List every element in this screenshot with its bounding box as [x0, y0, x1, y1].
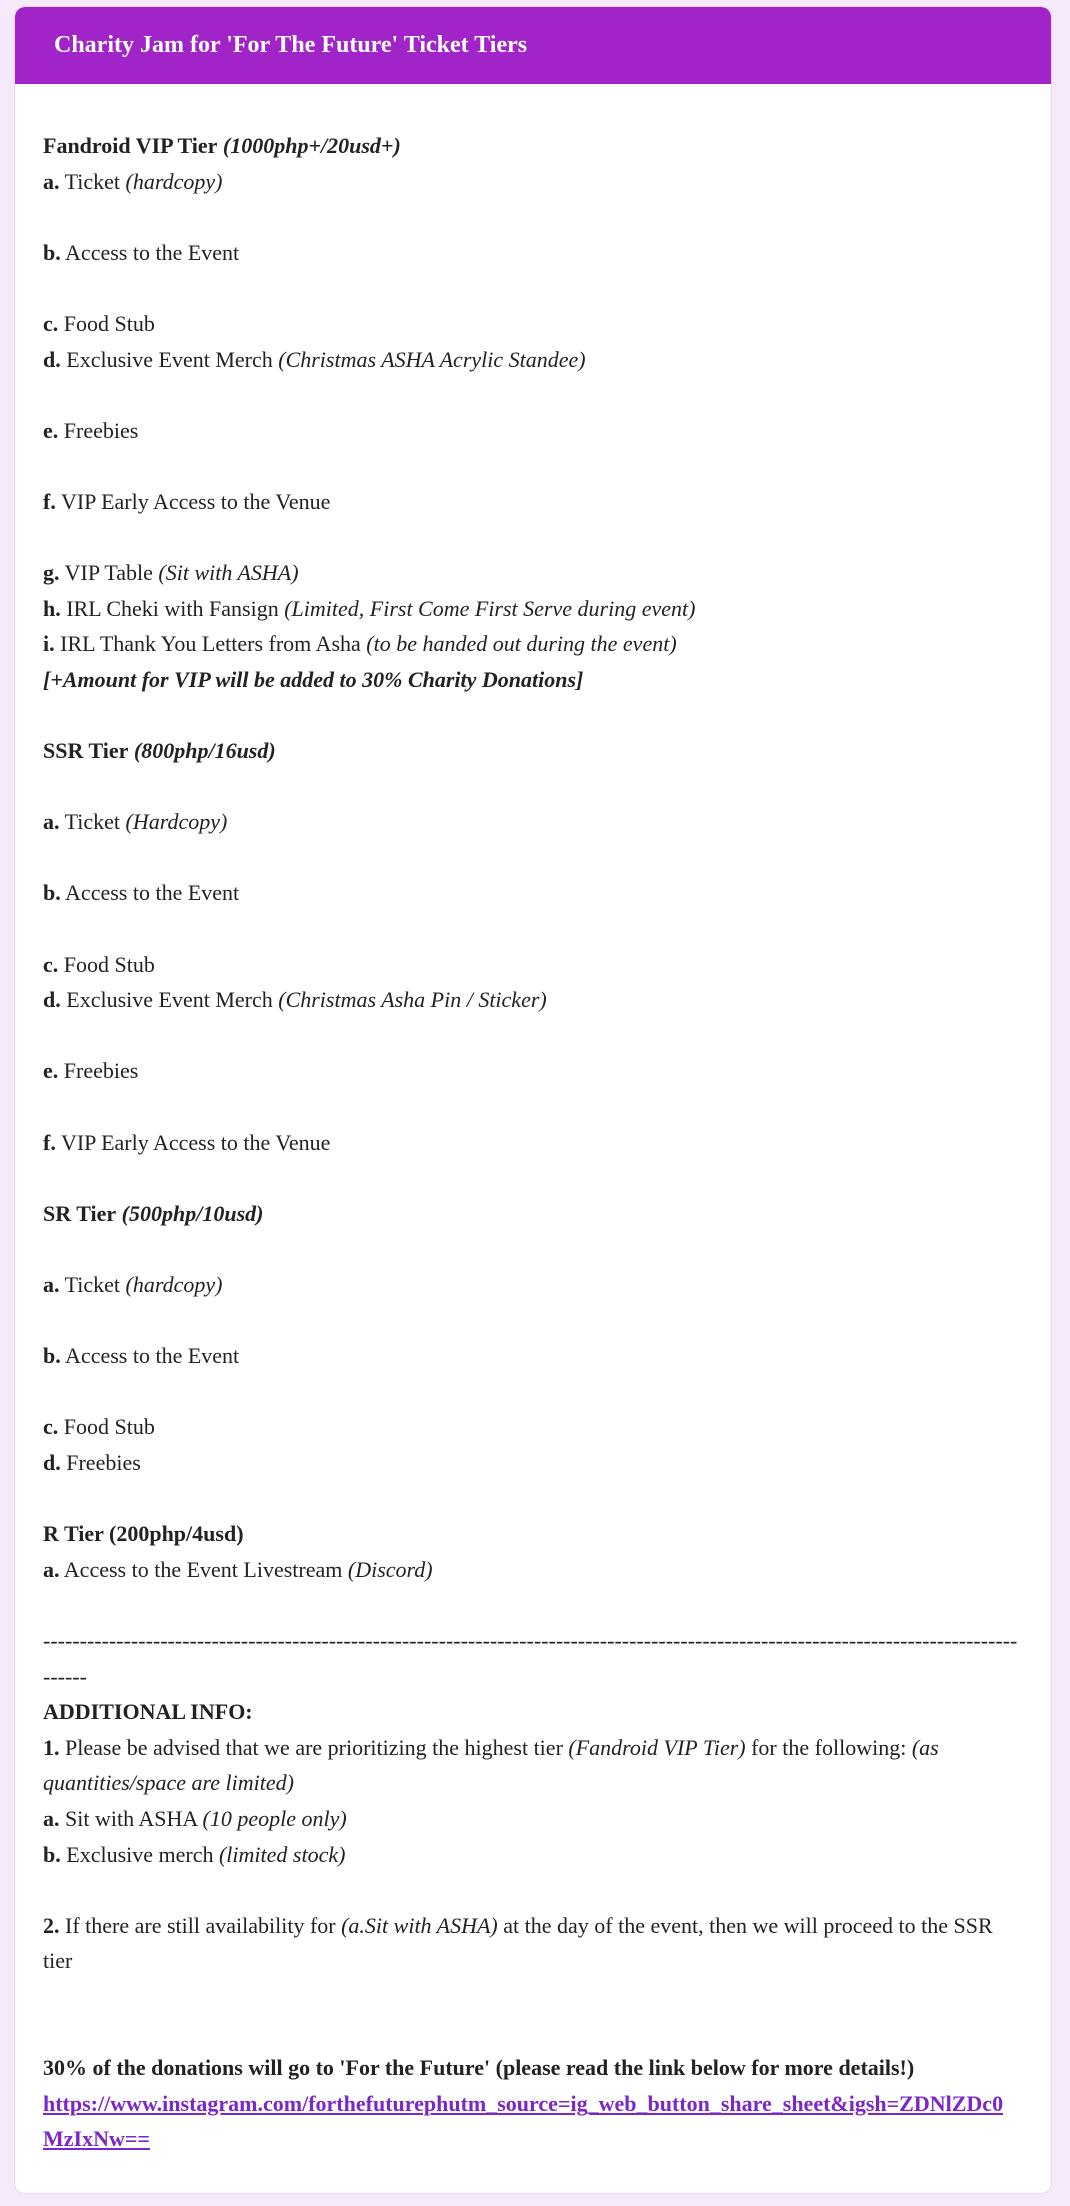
donation-footer: 30% of the donations will go to 'For the Future' (please read the link below for more details!) https://www.instagram.com/forthefuturephutm_source=ig_web_button_share_sheet&igsh=ZDNlZDc0MzIxNw== — [43, 2055, 1004, 2152]
tier-card — [15, 7, 1051, 2193]
list-item: a. Sit with ASHA (10 people only) — [43, 1805, 347, 1831]
ssr-tier-name: SSR Tier — [43, 738, 129, 764]
sr-tier-heading — [43, 1196, 1023, 1232]
list-item: c. Food Stub — [43, 951, 155, 977]
vip-tier-price: (1000php+/20usd+) — [222, 133, 401, 158]
list-item: f. VIP Early Access to the Venue — [43, 1129, 331, 1155]
r-tier-heading: R Tier (200php/4usd) — [43, 1521, 244, 1547]
list-item: a. Access to the Event Livestream (Discord) — [43, 1556, 433, 1582]
list-item: d. Freebies — [43, 1449, 141, 1475]
list-item: f. VIP Early Access to the Venue — [43, 488, 331, 514]
additional-info-heading: ADDITIONAL INFO: — [43, 1699, 253, 1725]
list-item: d. Exclusive Event Merch (Christmas Asha Pin / Sticker) — [43, 987, 547, 1013]
list-item: a. Ticket (hardcopy) — [43, 1272, 223, 1297]
list-item: b. Exclusive merch (limited stock) — [43, 1841, 346, 1867]
card-content — [15, 84, 1051, 2157]
list-item: c. Food Stub — [43, 310, 155, 336]
list-item: i. IRL Thank You Letters from Asha (to be handed out during the event) — [43, 631, 677, 657]
list-item: d. Exclusive Event Merch (Christmas ASHA Acrylic Standee) — [43, 346, 586, 372]
list-item: b. Access to the Event — [43, 880, 240, 906]
list-item: e. Freebies — [43, 1058, 139, 1084]
list-item: a. Ticket (Hardcopy) — [43, 809, 228, 835]
list-item: e. Freebies — [43, 417, 139, 443]
list-item: g. VIP Table (Sit with ASHA) — [43, 560, 299, 586]
page-title: Charity Jam for 'For The Future' Ticket Tiers — [54, 32, 528, 58]
sr-tier-name: SR Tier — [43, 1200, 117, 1226]
additional-point-1: 1. Please be advised that we are prioritizing the highest tier (Fandroid VIP Tier) for the following: (as quantities/space are limited) — [43, 1734, 939, 1796]
list-item: b. Access to the Event — [43, 1343, 240, 1369]
dashed-divider: ------------------------------------------------------------------------------------------------------------------------------------------- — [43, 1627, 1018, 1689]
instagram-link[interactable]: https://www.instagram.com/forthefuturephutm_source=ig_web_button_share_sheet&igsh=ZDNlZDc0MzIxNw== — [43, 2090, 1004, 2152]
list-item: a. Ticket (hardcopy) — [43, 168, 223, 194]
ssr-tier-price: (800php/16usd) — [133, 738, 276, 764]
list-item: c. Food Stub — [43, 1414, 155, 1440]
additional-point-2: 2. If there are still availability for (a.Sit with ASHA) at the day of the event, then we will proceed to the SSR tier — [43, 1912, 993, 1974]
ssr-tier-heading — [43, 733, 1023, 769]
list-item: h. IRL Cheki with Fansign (Limited, First Come First Serve during event) — [43, 595, 696, 621]
vip-tier-name: Fandroid VIP Tier — [43, 133, 218, 158]
vip-charity-note: [+Amount for VIP will be added to 30% Charity Donations] — [43, 666, 584, 692]
card-header — [15, 7, 1051, 84]
vip-tier-heading — [43, 128, 1023, 164]
sr-tier-price: (500php/10usd) — [121, 1200, 264, 1226]
list-item: b. Access to the Event — [43, 239, 240, 265]
